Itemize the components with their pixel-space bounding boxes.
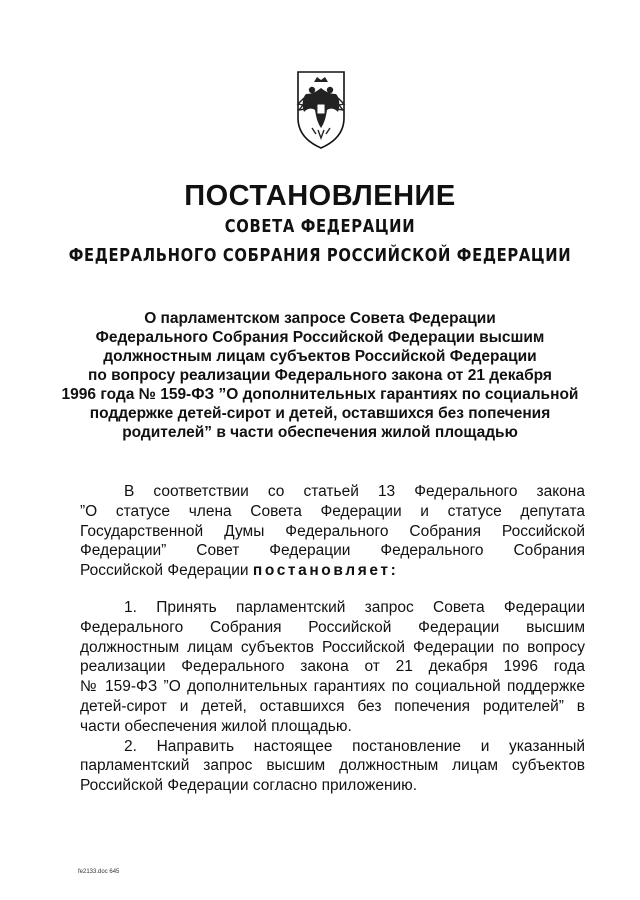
subject-line: поддержке детей-сирот и детей, оставшихся без попечения — [89, 405, 551, 422]
item-1-line: должностным лицам субъектов Российской Федерации по вопросу — [80, 638, 585, 656]
item-1-paragraph — [80, 598, 585, 737]
preamble-line: Государственной Думы Федерального Собрания Российской — [80, 522, 585, 540]
double-headed-eagle-icon — [290, 68, 352, 150]
item-1-line: Федерального Собрания Российской Федерации высшим — [80, 618, 585, 636]
item-2-paragraph — [80, 737, 585, 796]
subject-line: 1996 года № 159-ФЗ ”О дополнительных гарантиях по социальной — [61, 386, 579, 403]
preamble-line: Федерации” Совет Федерации Федерального Собрания — [80, 542, 585, 560]
document-type-title: ПОСТАНОВЛЕНИЕ — [184, 180, 456, 212]
preamble-paragraph — [80, 482, 585, 581]
subject-line: О парламентском запросе Совета Федерации — [144, 310, 496, 327]
item-1-line: № 159-ФЗ ”О дополнительных гарантиях по социальной поддержке — [80, 678, 585, 696]
item-2-line: парламентский запрос высшим должностным лицам субъектов — [80, 757, 585, 775]
preamble-line: Российской Федерации — [80, 562, 249, 580]
item-2-line: 2. Направить настоящее постановление и указанный — [124, 737, 585, 755]
item-1-line: 1. Принять парламентский запрос Совета Федерации — [124, 598, 585, 616]
item-1-line: части обеспечения жилой площадью. — [80, 717, 352, 735]
preamble-last-line — [80, 561, 585, 581]
resolution-body — [80, 482, 585, 796]
preamble-line: В соответствии со статьей 13 Федерального закона — [124, 483, 585, 500]
resolves-word: постановляет: — [252, 562, 399, 580]
subject-line: по вопросу реализации Федерального закона от 21 декабря — [88, 367, 552, 384]
subject-line: Федерального Собрания Российской Федерации высшим — [95, 329, 545, 346]
issuing-body-line-2: ФЕДЕРАЛЬНОГО СОБРАНИЯ РОССИЙСКОЙ ФЕДЕРАЦИИ — [68, 245, 572, 266]
resolution-subject — [40, 309, 600, 442]
subject-line: родителей” в части обеспечения жилой площадью — [122, 424, 518, 441]
file-code-footer: fe2133.doc 645 — [78, 869, 120, 875]
issuing-body-line-1: СОВЕТА ФЕДЕРАЦИИ — [224, 216, 416, 237]
preamble-line: ”О статусе члена Совета Федерации и статусе депутата — [80, 502, 585, 520]
item-1-line: реализации Федерального закона от 21 декабря 1996 года — [80, 658, 585, 676]
paragraph-gap — [80, 581, 585, 598]
subject-line: должностным лицам субъектов Российской Федерации — [103, 348, 537, 365]
item-2-line: Российской Федерации согласно приложению. — [80, 777, 418, 795]
item-1-line: детей-сирот и детей, оставшихся без попечения родителей” в — [80, 697, 585, 715]
